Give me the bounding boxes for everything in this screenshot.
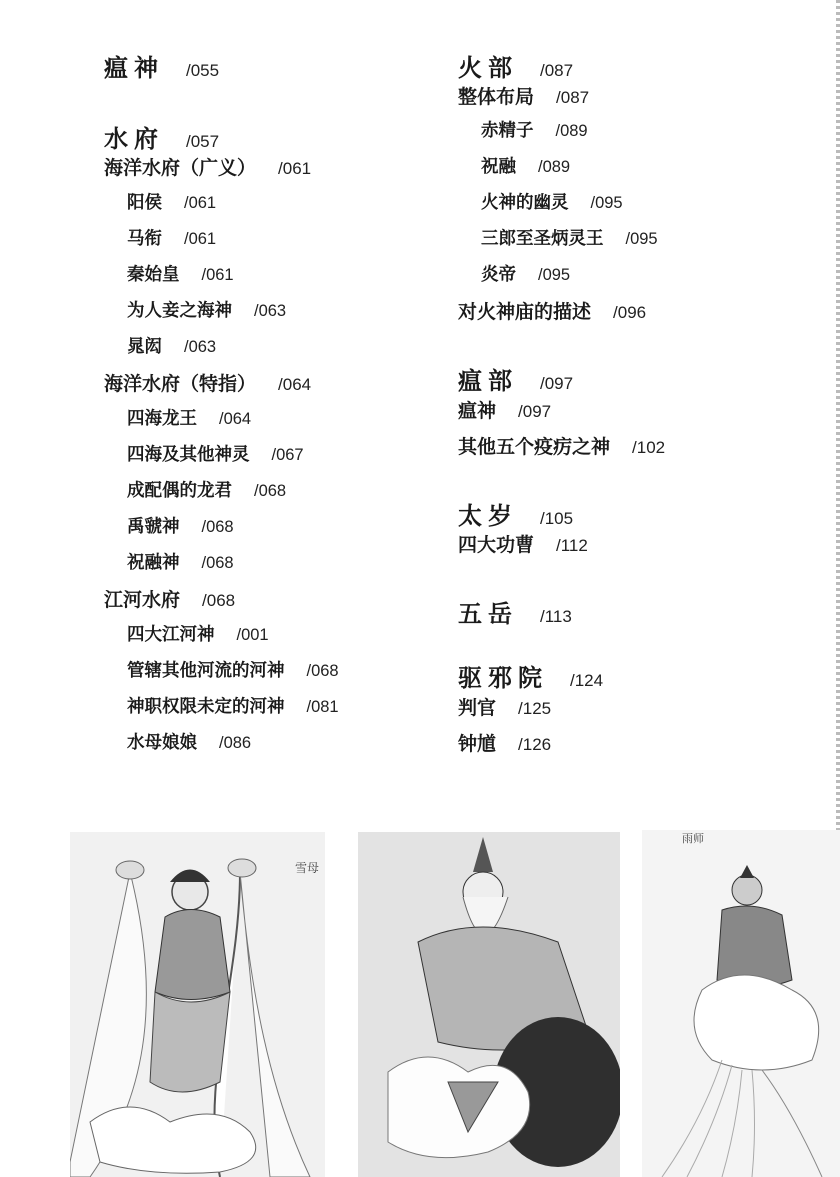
toc-entry[interactable] bbox=[458, 496, 573, 531]
toc-entry-title: 四海龙王 bbox=[127, 409, 197, 429]
toc-entry-title: 水府 bbox=[104, 125, 164, 153]
toc-entry[interactable] bbox=[458, 396, 551, 423]
toc-entry-page: /096 bbox=[613, 303, 647, 322]
toc-entry-title: 瘟部 bbox=[458, 367, 518, 395]
toc-entry-title: 成配偶的龙君 bbox=[127, 481, 232, 501]
illustration-middle bbox=[358, 832, 620, 1177]
toc-entry-page: /095 bbox=[590, 194, 623, 212]
toc-entry-title: 管辖其他河流的河神 bbox=[127, 661, 285, 681]
toc-entry-title: 五岳 bbox=[458, 600, 518, 628]
toc-entry-page: /102 bbox=[632, 438, 666, 457]
toc-entry-title: 火部 bbox=[458, 54, 518, 82]
toc-entry-title: 禹虢神 bbox=[127, 517, 180, 537]
toc-entry[interactable] bbox=[127, 405, 251, 430]
toc-entry-page: /087 bbox=[540, 61, 574, 80]
armored-deity-rain-icon bbox=[642, 830, 840, 1177]
toc-entry-page: /001 bbox=[236, 626, 269, 644]
toc-entry-page: /064 bbox=[278, 375, 312, 394]
toc-entry[interactable] bbox=[104, 369, 311, 396]
toc-entry-page: /061 bbox=[201, 266, 234, 284]
toc-entry[interactable] bbox=[127, 513, 234, 538]
toc-entry-page: /095 bbox=[538, 266, 571, 284]
toc-entry[interactable] bbox=[127, 261, 234, 286]
toc-entry[interactable] bbox=[127, 189, 216, 214]
toc-entry-page: /055 bbox=[186, 61, 220, 80]
toc-entry-title: 火神的幽灵 bbox=[481, 193, 569, 213]
toc-entry-title: 四大江河神 bbox=[127, 625, 215, 645]
toc-entry-page: /097 bbox=[540, 374, 574, 393]
toc-entry[interactable] bbox=[458, 594, 572, 629]
toc-entry[interactable] bbox=[458, 658, 603, 693]
toc-entry-page: /124 bbox=[570, 671, 604, 690]
toc-entry-page: /061 bbox=[184, 230, 217, 248]
toc-entry-title: 炎帝 bbox=[481, 265, 516, 285]
toc-entry[interactable] bbox=[127, 693, 339, 718]
toc-entry-title: 驱邪院 bbox=[458, 664, 548, 692]
toc-entry[interactable] bbox=[104, 585, 235, 612]
toc-entry[interactable] bbox=[481, 225, 658, 250]
toc-entry[interactable] bbox=[481, 117, 588, 142]
toc-entry-page: /068 bbox=[306, 662, 339, 680]
toc-entry[interactable] bbox=[481, 261, 570, 286]
toc-entry[interactable] bbox=[458, 48, 573, 83]
toc-entry[interactable] bbox=[458, 297, 646, 324]
toc-entry-page: /089 bbox=[555, 122, 588, 140]
toc-entry-title: 其他五个疫疠之神 bbox=[458, 436, 611, 458]
toc-entry-title: 判官 bbox=[458, 697, 497, 719]
woman-with-ribbons-icon bbox=[70, 832, 325, 1177]
toc-entry[interactable] bbox=[127, 549, 234, 574]
toc-entry-title: 为人妾之海神 bbox=[127, 301, 232, 321]
toc-entry[interactable] bbox=[127, 441, 304, 466]
toc-entry-title: 马衔 bbox=[127, 229, 162, 249]
toc-entry-page: /068 bbox=[254, 482, 287, 500]
toc-entry[interactable] bbox=[458, 693, 551, 720]
toc-entry[interactable] bbox=[481, 189, 623, 214]
toc-entry-title: 瘟神 bbox=[104, 54, 164, 82]
toc-entry-title: 赤精子 bbox=[481, 121, 534, 141]
toc-entry[interactable] bbox=[458, 82, 589, 109]
toc-entry-title: 晁闳 bbox=[127, 337, 162, 357]
toc-entry-title: 水母娘娘 bbox=[127, 733, 197, 753]
illustration-left bbox=[70, 832, 325, 1177]
toc-entry-page: /095 bbox=[625, 230, 658, 248]
toc-entry[interactable] bbox=[127, 477, 286, 502]
toc-entry-page: /086 bbox=[219, 734, 252, 752]
toc-entry-title: 钟馗 bbox=[458, 733, 497, 755]
toc-entry-page: /061 bbox=[184, 194, 217, 212]
toc-entry-title: 阳侯 bbox=[127, 193, 162, 213]
toc-entry-page: /057 bbox=[186, 132, 220, 151]
toc-entry-page: /113 bbox=[540, 607, 572, 626]
toc-entry-page: /126 bbox=[518, 735, 552, 754]
toc-entry-page: /067 bbox=[271, 446, 304, 464]
toc-entry-page: /087 bbox=[556, 88, 590, 107]
toc-entry-title: 对火神庙的描述 bbox=[458, 301, 592, 323]
toc-entry[interactable] bbox=[127, 225, 216, 250]
toc-entry-page: /089 bbox=[538, 158, 571, 176]
toc-entry-title: 四大功曹 bbox=[458, 534, 535, 556]
toc-entry[interactable] bbox=[127, 621, 269, 646]
toc-entry-title: 四海及其他神灵 bbox=[127, 445, 250, 465]
bearded-deity-icon bbox=[358, 832, 620, 1177]
toc-entry-page: /063 bbox=[184, 338, 217, 356]
toc-entry[interactable] bbox=[104, 153, 311, 180]
toc-entry-title: 江河水府 bbox=[104, 589, 181, 611]
toc-entry-page: /061 bbox=[278, 159, 312, 178]
toc-entry-title: 祝融神 bbox=[127, 553, 180, 573]
svg-text:雨师: 雨师 bbox=[682, 832, 704, 845]
toc-entry-title: 整体布局 bbox=[458, 86, 535, 108]
toc-entry[interactable] bbox=[127, 333, 216, 358]
toc-entry-title: 太岁 bbox=[458, 502, 518, 530]
toc-entry-title: 瘟神 bbox=[458, 400, 497, 422]
toc-entry-page: /068 bbox=[202, 591, 236, 610]
toc-entry-title: 秦始皇 bbox=[127, 265, 180, 285]
toc-entry-title: 神职权限未定的河神 bbox=[127, 697, 285, 717]
svg-text:雪母: 雪母 bbox=[295, 861, 320, 875]
toc-entry[interactable] bbox=[458, 729, 551, 756]
toc-entry-title: 海洋水府（广义） bbox=[104, 157, 257, 179]
page-edge-marks bbox=[836, 0, 840, 830]
toc-entry[interactable] bbox=[458, 432, 665, 459]
toc-entry[interactable] bbox=[481, 153, 570, 178]
toc-entry-page: /081 bbox=[306, 698, 339, 716]
toc-entry-page: /063 bbox=[254, 302, 287, 320]
toc-entry[interactable] bbox=[458, 361, 573, 396]
toc-entry-page: /097 bbox=[518, 402, 552, 421]
toc-entry-page: /125 bbox=[518, 699, 552, 718]
toc-entry-title: 三郎至圣炳灵王 bbox=[481, 229, 604, 249]
toc-entry[interactable] bbox=[104, 119, 219, 154]
toc-entry-page: /112 bbox=[556, 536, 588, 555]
toc-entry[interactable] bbox=[458, 530, 588, 557]
toc-entry-page: /068 bbox=[201, 554, 234, 572]
toc-entry[interactable] bbox=[104, 48, 219, 83]
toc-entry-page: /064 bbox=[219, 410, 252, 428]
illustration-right bbox=[642, 830, 840, 1177]
toc-entry-title: 海洋水府（特指） bbox=[104, 373, 257, 395]
toc-entry-page: /105 bbox=[540, 509, 574, 528]
toc-entry-page: /068 bbox=[201, 518, 234, 536]
toc-entry[interactable] bbox=[127, 729, 251, 754]
toc-entry[interactable] bbox=[127, 657, 339, 682]
toc-entry[interactable] bbox=[127, 297, 286, 322]
toc-entry-title: 祝融 bbox=[481, 157, 516, 177]
